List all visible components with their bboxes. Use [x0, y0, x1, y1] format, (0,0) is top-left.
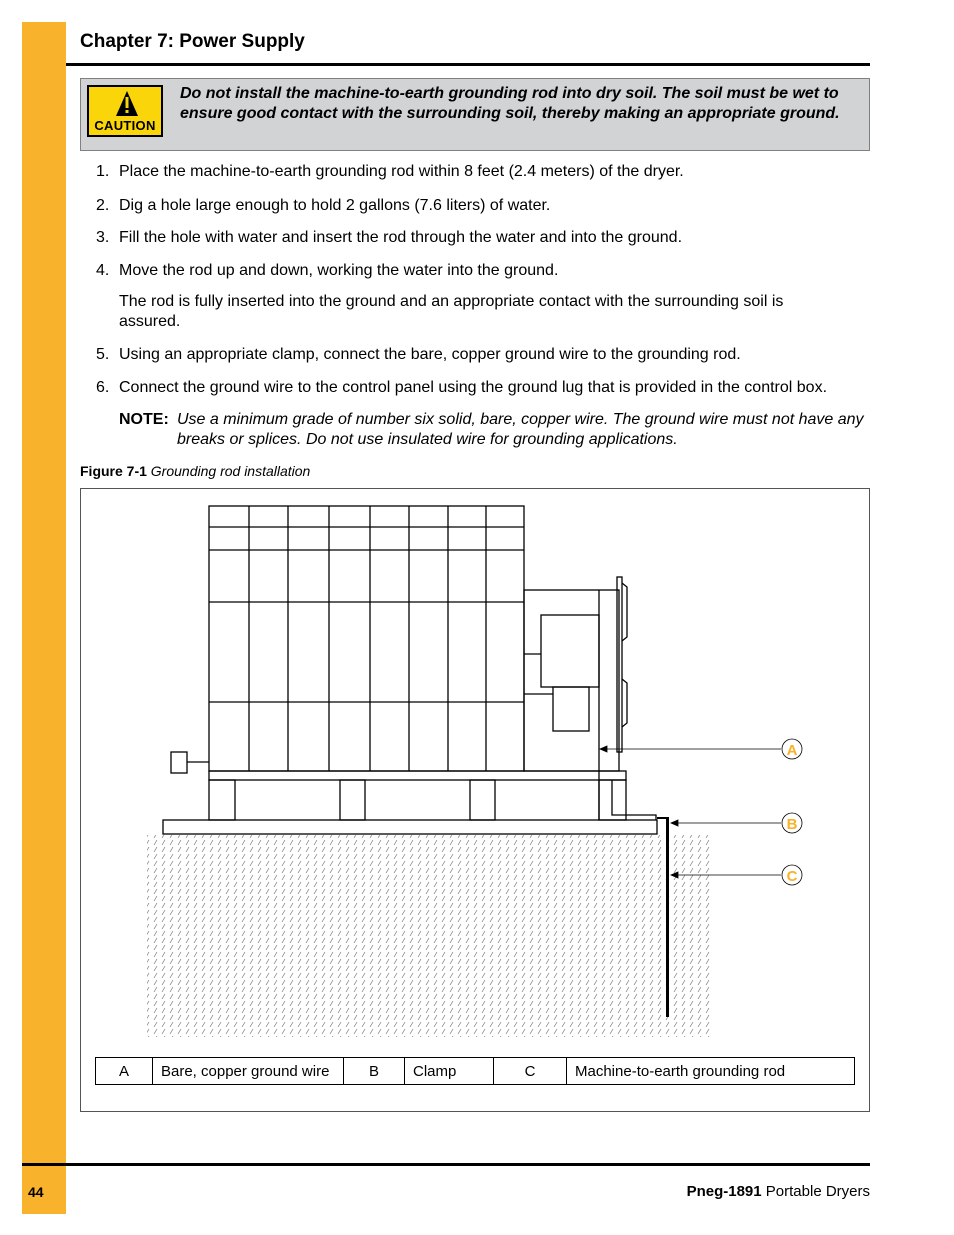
document-id: [687, 1183, 870, 1200]
grounding-rod: [666, 817, 669, 1017]
figure-title: Grounding rod installation: [150, 463, 311, 479]
step-1: 1. Place the machine-to-earth grounding rod within 8 feet (2.4 meters) of the dryer.: [96, 163, 684, 180]
figure-frame: [80, 488, 870, 1112]
doc-title: Portable Dryers: [765, 1183, 870, 1200]
step-6: 6. Connect the ground wire to the control panel using the ground lug that is provided in the control box.: [96, 379, 828, 396]
callout-b: [782, 813, 802, 833]
legend-key-a: A: [96, 1058, 153, 1085]
svg-text:C: C: [786, 868, 798, 885]
note-label: NOTE:: [119, 411, 169, 428]
caution-box: [80, 78, 870, 151]
footer-rule: [22, 1163, 870, 1166]
step-3: 3. Fill the hole with water and insert the rod through the water and into the ground.: [96, 229, 683, 246]
table-row: [96, 1058, 855, 1085]
legend-key-c: C: [494, 1058, 567, 1085]
chapter-sidebar-bar: [22, 22, 66, 1214]
callout-a: [782, 739, 802, 759]
dryer-outline: [163, 506, 657, 834]
chapter-title: Chapter 7: Power Supply: [80, 31, 305, 52]
step-2: 2. Dig a hole large enough to hold 2 gallons (7.6 liters) of water.: [96, 197, 551, 214]
warning-triangle-icon: [115, 90, 139, 117]
note-text: Use a minimum grade of number six solid, bare, copper wire. The ground wire must not have any breaks or splices. Do not use insulated wire for grounding applications.: [177, 411, 864, 448]
dryer-grounding-illustration: [81, 489, 869, 1111]
callout-c: [782, 865, 802, 885]
caution-text: Do not install the machine-to-earth grounding rod into dry soil. The soil must be wet to ensure good contact with the surrounding soil, thereby making an appropriate ground.: [180, 85, 840, 122]
svg-text:A: A: [786, 742, 798, 759]
legend-label-c: Machine-to-earth grounding rod: [567, 1058, 855, 1085]
caution-label: CAUTION: [94, 118, 156, 133]
soil-hatch: [147, 835, 710, 1037]
doc-code: Pneg-1891: [686, 1183, 762, 1200]
page-number: 44: [28, 1184, 44, 1200]
svg-text:B: B: [786, 816, 798, 833]
step-4-result: The rod is fully inserted into the ground and an appropriate contact with the surrounding soil is assured.: [119, 293, 784, 330]
figure-number: Figure 7-1: [80, 463, 147, 479]
step-4: 4. Move the rod up and down, working the water into the ground.: [96, 262, 559, 279]
legend-label-a: Bare, copper ground wire: [153, 1058, 344, 1085]
caution-sign: [87, 85, 163, 137]
header-rule: [66, 63, 870, 66]
legend-key-b: B: [344, 1058, 405, 1085]
legend-label-b: Clamp: [405, 1058, 494, 1085]
figure-legend-table: [95, 1057, 855, 1085]
figure-caption: [80, 463, 310, 479]
step-5: 5. Using an appropriate clamp, connect the bare, copper ground wire to the grounding rod.: [96, 346, 741, 363]
